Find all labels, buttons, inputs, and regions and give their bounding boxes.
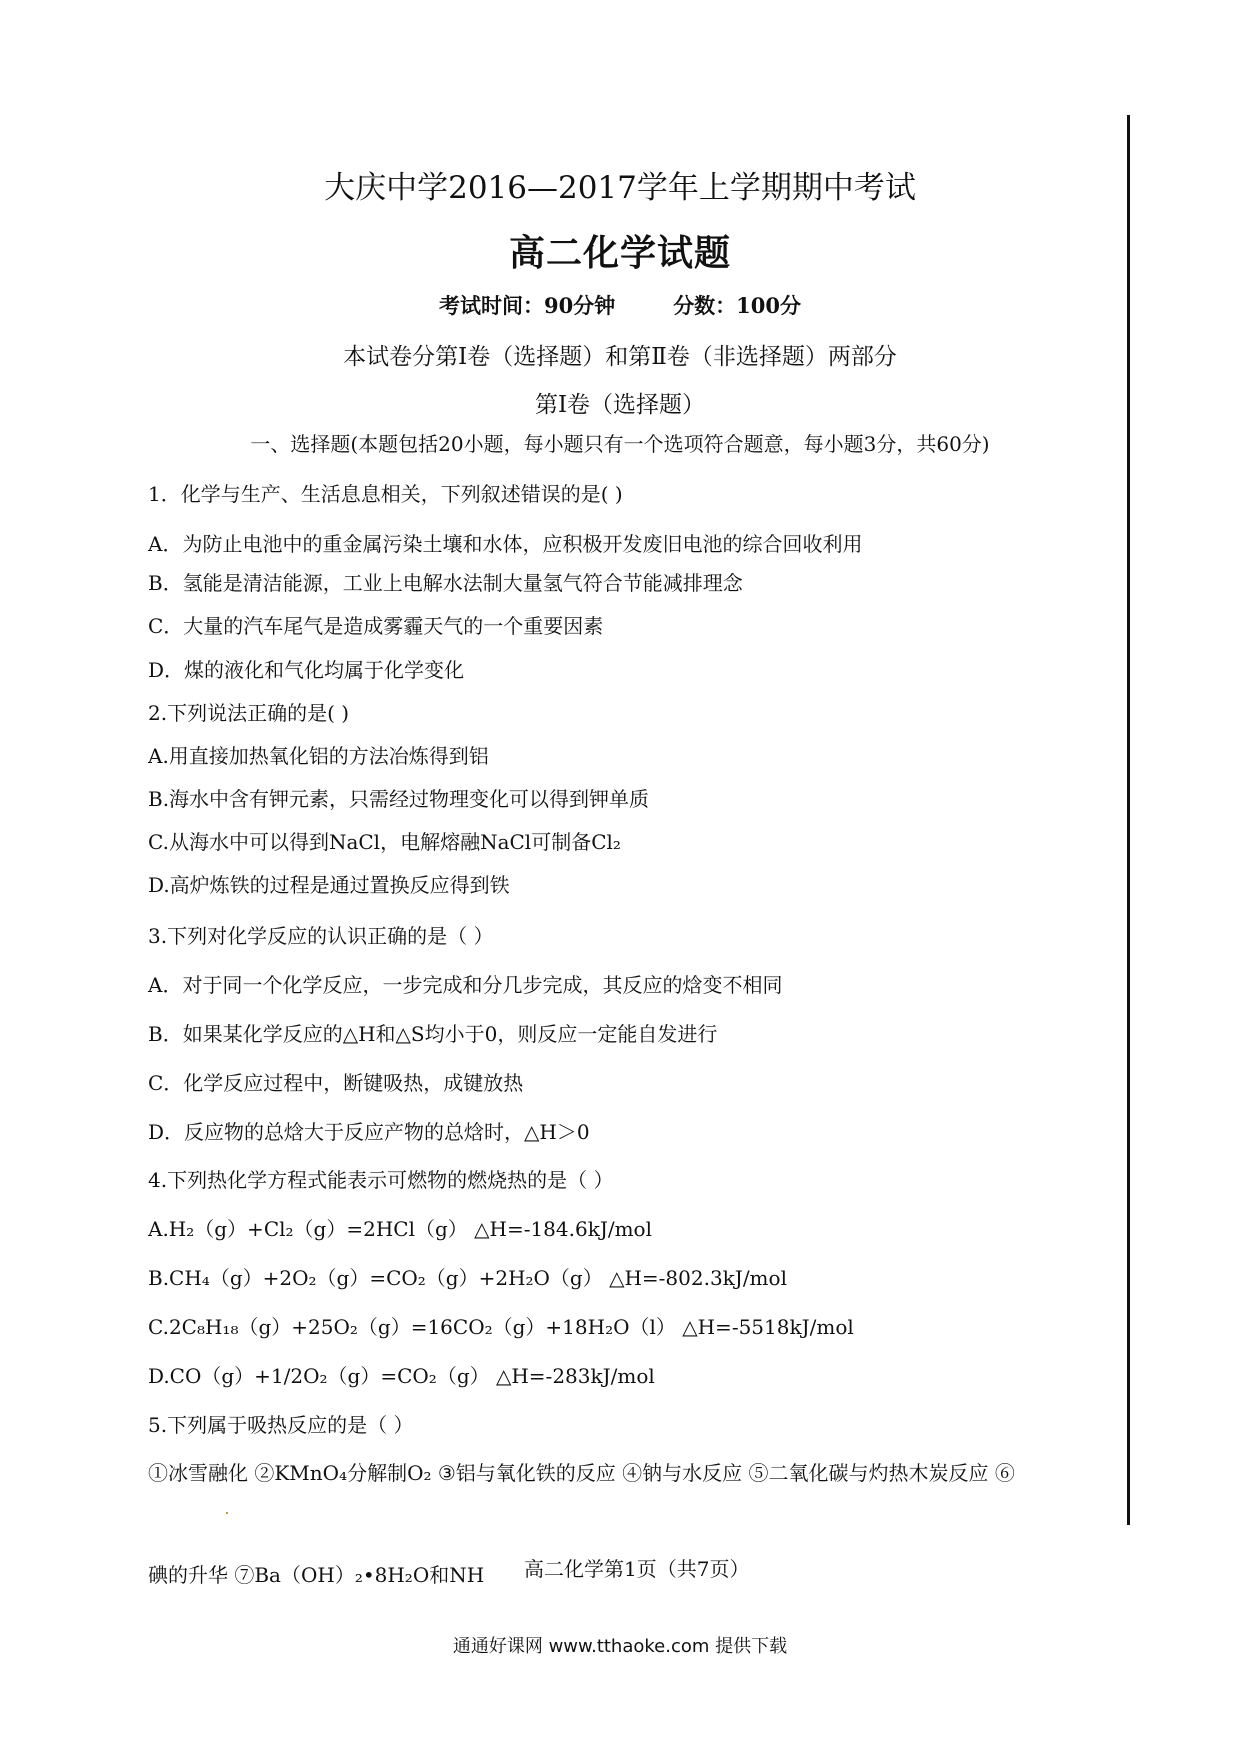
question-4-option-a: A.H₂（g）+Cl₂（g）=2HCl（g） △H=-184.6kJ/mol <box>148 1217 652 1241</box>
question-4-option-c: C.2C₈H₁₈（g）+25O₂（g）=16CO₂（g）+18H₂O（l） △H=-5518kJ/mol <box>148 1315 854 1339</box>
question-4-option-b: B.CH₄（g）+2O₂（g）=CO₂（g）+2H₂O（g） △H=-802.3kJ/mol <box>148 1266 787 1290</box>
question-3-option-b: B．如果某化学反应的△H和△S均小于0，则反应一定能自发进行 <box>148 1022 718 1046</box>
paper-title: 高二化学试题 <box>508 232 731 274</box>
part-one-heading: 第Ⅰ卷（选择题） <box>534 392 706 418</box>
section-one-heading: 一、选择题(本题包括20小题，每小题只有一个选项符合题意，每小题3分，共60分) <box>250 432 990 456</box>
school-title: 大庆中学2016—2017学年上学期期中考试 <box>324 170 916 206</box>
question-4-option-d: D.CO（g）+1/2O₂（g）=CO₂（g） △H=-283kJ/mol <box>148 1364 655 1388</box>
paper-intro: 本试卷分第Ⅰ卷（选择题）和第Ⅱ卷（非选择题）两部分 <box>343 344 897 370</box>
margin-rule <box>1127 115 1130 1525</box>
question-5-stem: 5.下列属于吸热反应的是（ ） <box>148 1413 414 1437</box>
scan-dot <box>226 1512 228 1514</box>
question-3-stem: 3.下列对化学反应的认识正确的是（ ） <box>148 924 494 948</box>
question-2-option-b: B.海水中含有钾元素，只需经过物理变化可以得到钾单质 <box>148 787 650 811</box>
question-3-option-a: A．对于同一个化学反应，一步完成和分几步完成，其反应的焓变不相同 <box>148 973 783 997</box>
exam-score: 分数：100分 <box>673 293 802 318</box>
question-2-option-c: C.从海水中可以得到NaCl，电解熔融NaCl可制备Cl₂ <box>148 830 621 854</box>
question-1-option-c: C．大量的汽车尾气是造成雾霾天气的一个重要因素 <box>148 614 604 638</box>
question-4-stem: 4.下列热化学方程式能表示可燃物的燃烧热的是（ ） <box>148 1168 614 1192</box>
question-3-option-c: C．化学反应过程中，断键吸热，成键放热 <box>148 1071 524 1095</box>
exam-time: 考试时间：90分钟 <box>438 293 616 318</box>
question-2-option-a: A.用直接加热氧化铝的方法冶炼得到铝 <box>148 744 489 768</box>
question-1-option-a: A．为防止电池中的重金属污染土壤和水体，应积极开发废旧电池的综合回收利用 <box>148 532 863 556</box>
question-2-stem: 2.下列说法正确的是( ) <box>148 701 350 725</box>
question-1-option-b: B．氢能是清洁能源，工业上电解水法制大量氢气符合节能减排理念 <box>148 571 743 595</box>
download-watermark: 通通好课网 www.tthaoke.com 提供下载 <box>452 1636 788 1657</box>
question-5-continuation: 碘的升华 ⑦Ba（OH）₂•8H₂O和NH <box>148 1563 485 1587</box>
page-footer: 高二化学第1页（共7页） <box>524 1557 750 1581</box>
exam-info <box>0 290 1240 320</box>
question-5-items: ①冰雪融化 ②KMnO₄分解制O₂ ③铝与氧化铁的反应 ④钠与水反应 ⑤二氧化碳与灼热木炭反应 ⑥ <box>148 1461 1015 1485</box>
question-1-option-d: D．煤的液化和气化均属于化学变化 <box>148 658 465 682</box>
question-3-option-d: D．反应物的总焓大于反应产物的总焓时，△H＞0 <box>148 1120 590 1144</box>
question-2-option-d: D.高炉炼铁的过程是通过置换反应得到铁 <box>148 873 510 897</box>
question-1-stem: 1．化学与生产、生活息息相关，下列叙述错误的是( ) <box>148 482 623 506</box>
